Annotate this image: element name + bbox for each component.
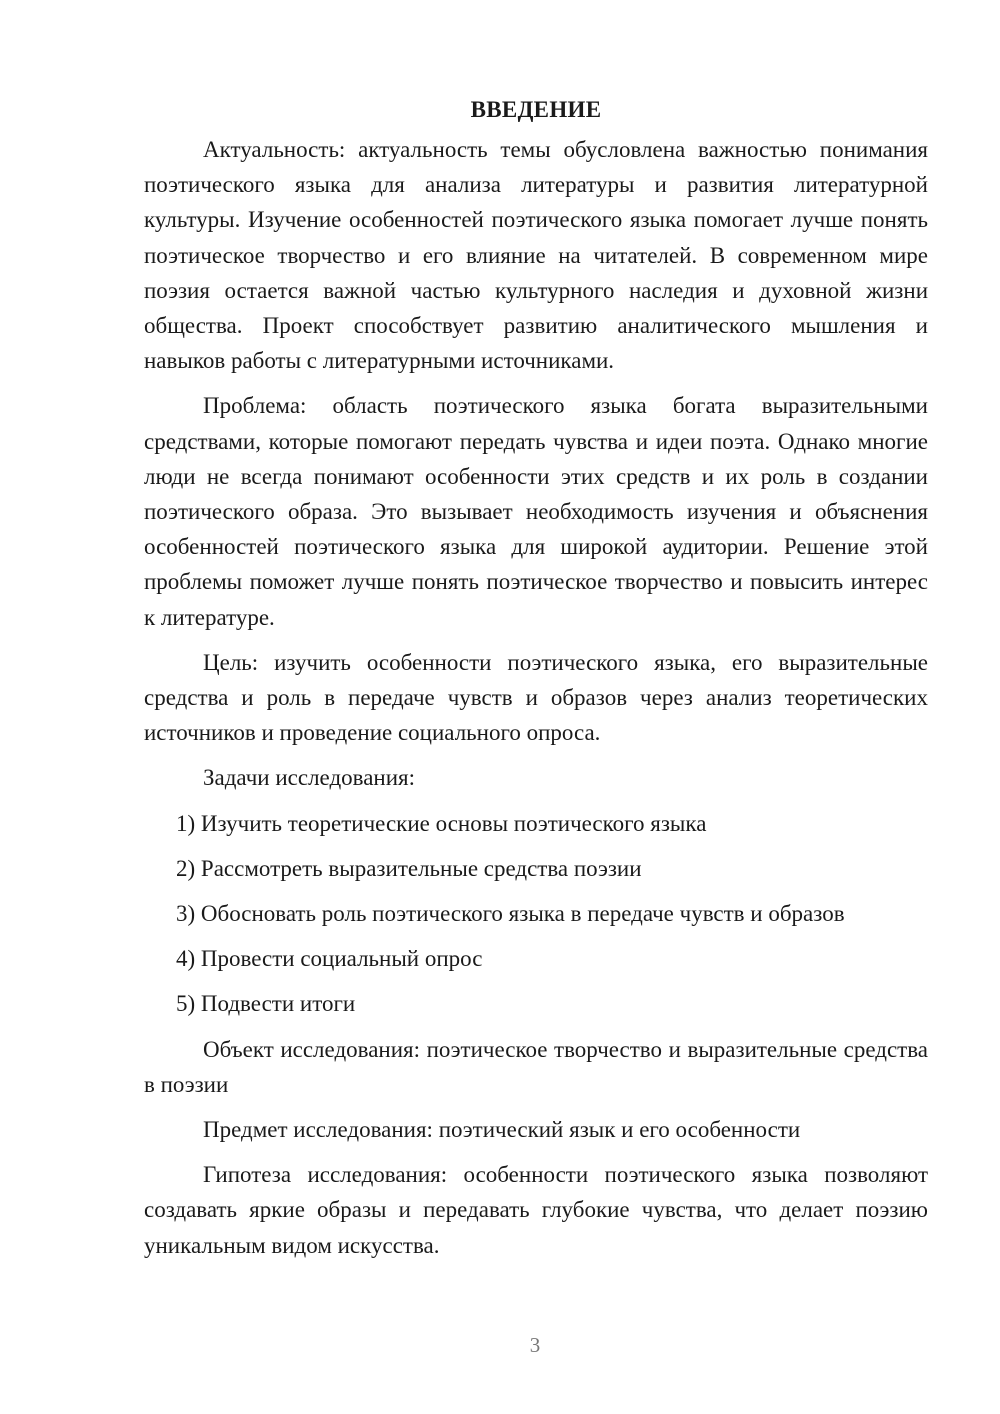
tasks-list — [144, 806, 928, 1022]
page-title: ВВЕДЕНИЕ — [470, 97, 602, 122]
problem-paragraph: Проблема: область поэтического языка богата выразительными средствами, которые помогают передать чувства и идеи поэта. Однако многие люди не всегда понимают особенности этих средств и их роль в создании поэтического образа. Это вызывает необходимость изучения и объяснения особенностей поэтического языка для широкой аудитории. Решение этой проблемы поможет лучше понять поэтическое творчество и повысить интерес к литературе. — [144, 393, 928, 630]
page-content — [144, 92, 928, 1273]
list-item: 3) Обосновать роль поэтического языка в передаче чувств и образов — [176, 901, 845, 927]
page-number: 3 — [529, 1333, 541, 1357]
hypothesis-paragraph: Гипотеза исследования: особенности поэтического языка позволяют создавать яркие образы и передавать глубокие чувства, что делает поэзию уникальным видом искусства. — [144, 1162, 928, 1258]
tasks-title: Задачи исследования: — [203, 765, 416, 791]
goal-paragraph: Цель: изучить особенности поэтического языка, его выразительные средства и роль в передаче чувств и образов через анализ теоретических источников и проведение социального опроса. — [144, 649, 928, 746]
relevance-paragraph: Актуальность: актуальность темы обусловлена важностью понимания поэтического языка для анализа литературы и развития литературной культуры. Изучение особенностей поэтического языка помогает лучше понять поэтическое творчество и его влияние на читателей. В современном мире поэзия остается важной частью культурного наследия и духовной жизни общества. Проект способствует развитию аналитического мышления и навыков работы с литературными источниками. — [144, 137, 928, 374]
list-item: 1) Изучить теоретические основы поэтического языка — [176, 810, 707, 836]
list-item: 2) Рассмотреть выразительные средства поэзии — [176, 855, 642, 881]
object-paragraph: Объект исследования: поэтическое творчество и выразительные средства в поэзии — [144, 1036, 928, 1097]
list-item: 4) Провести социальный опрос — [176, 946, 483, 972]
list-item: 5) Подвести итоги — [176, 991, 356, 1017]
subject-paragraph: Предмет исследования: поэтический язык и его особенности — [203, 1117, 801, 1143]
